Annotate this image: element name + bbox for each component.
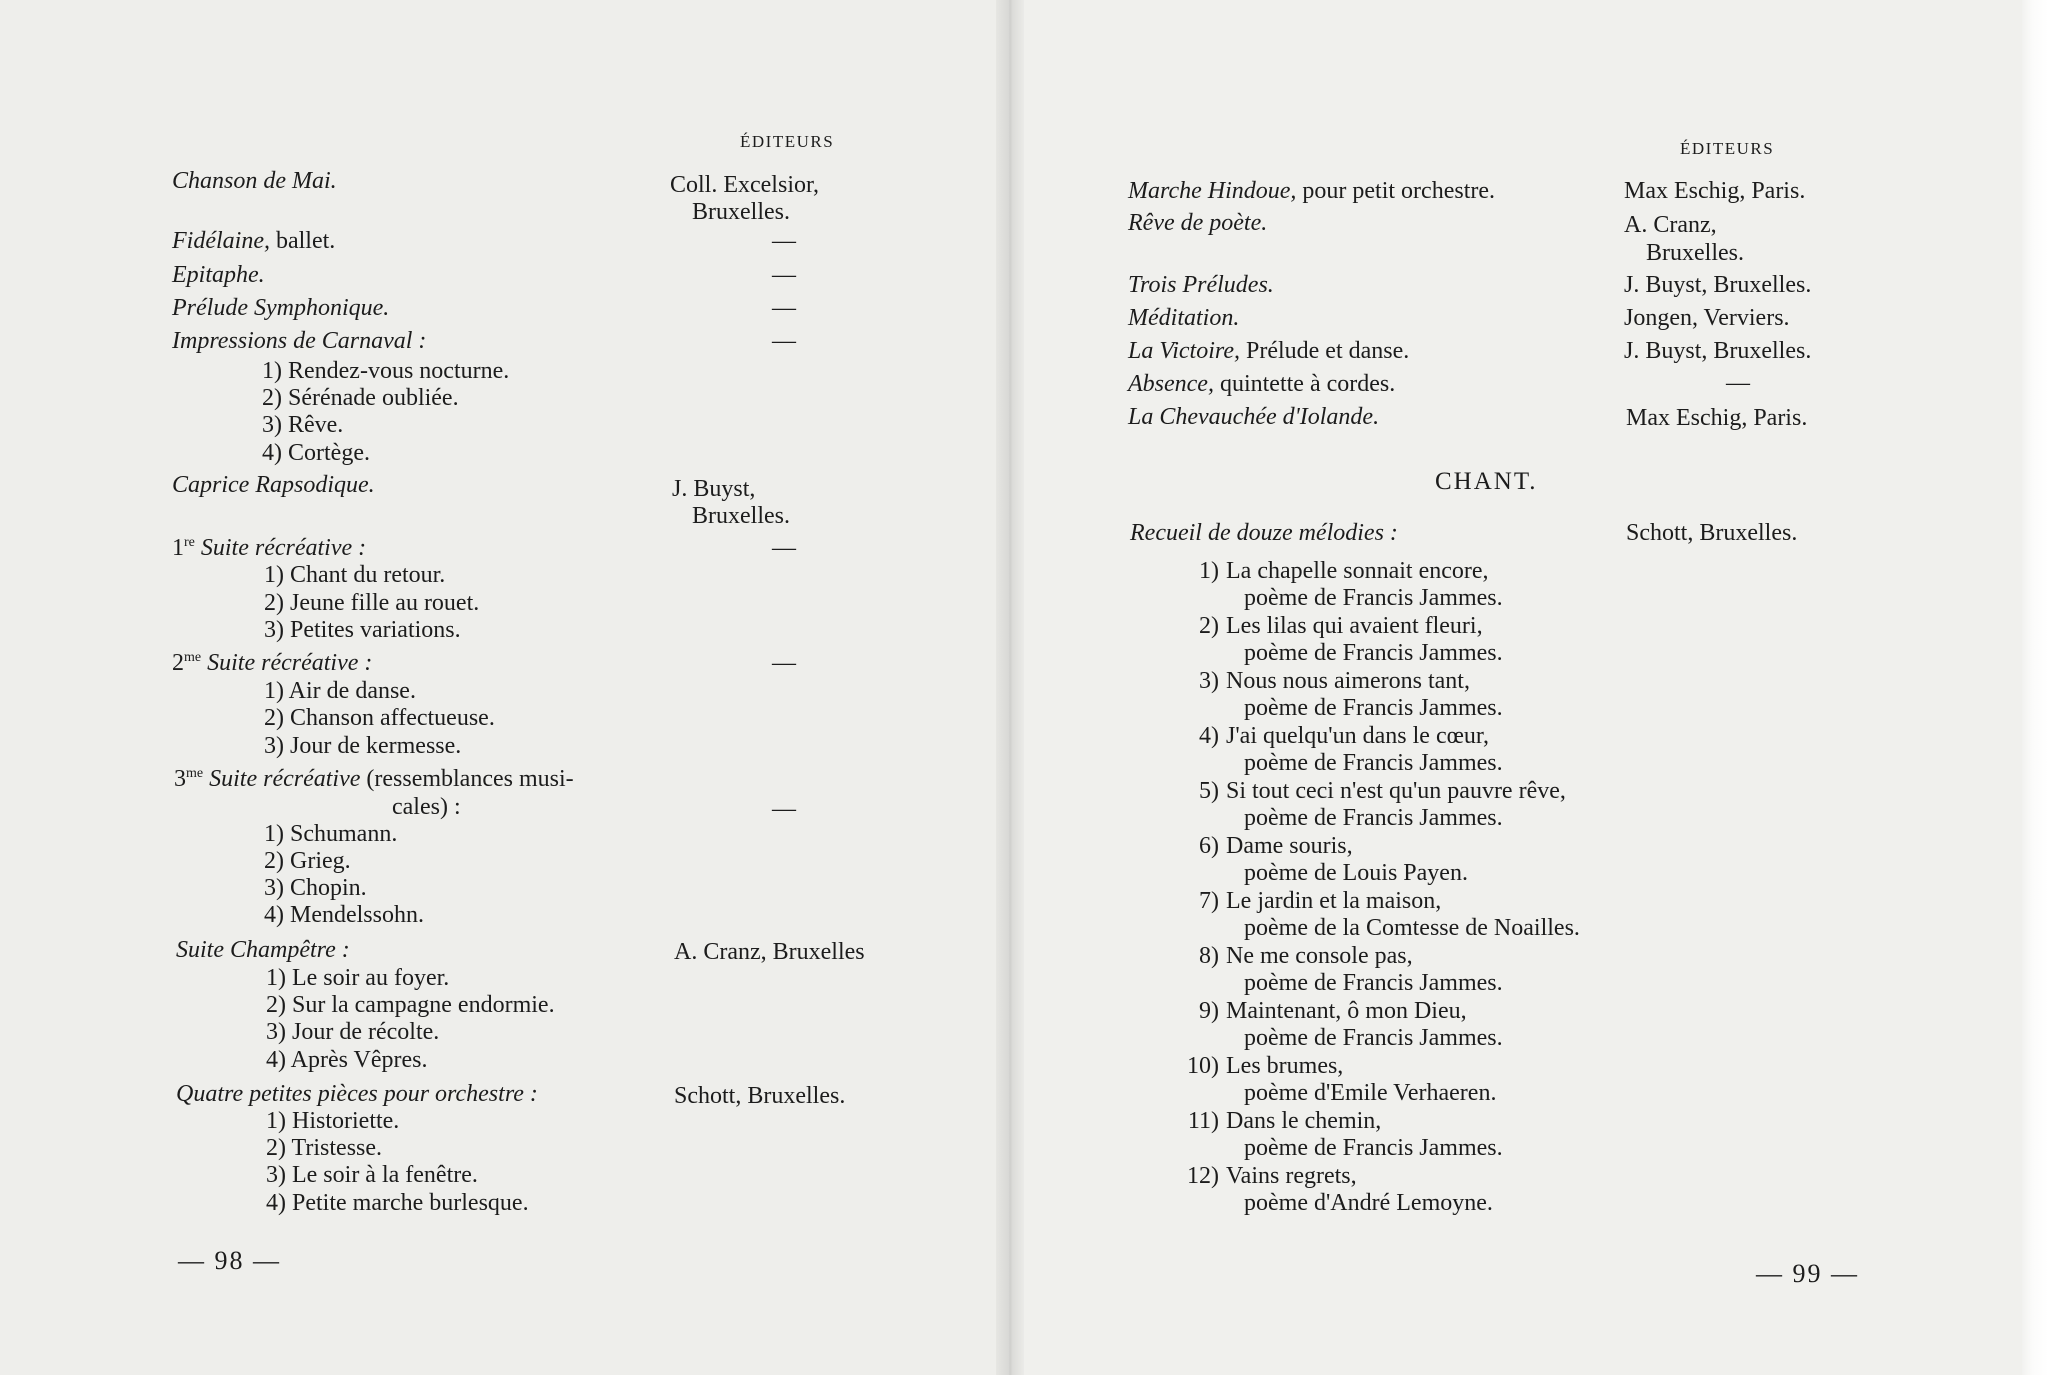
list-item: 1) Air de danse. xyxy=(264,678,416,704)
entry-title: Trois Préludes. xyxy=(1128,272,1274,298)
ditto-dash: — xyxy=(772,328,796,354)
song-title: Le jardin et la maison, xyxy=(1226,888,1442,914)
entry-title: Suite Champêtre : xyxy=(176,937,350,963)
entry-title: Chanson de Mai. xyxy=(172,168,337,194)
suite-number: 2 xyxy=(172,650,184,676)
page-number-right: — 99 — xyxy=(1756,1259,1859,1288)
list-item: 1) Chant du retour. xyxy=(264,562,446,588)
song-title: J'ai quelqu'un dans le cœur, xyxy=(1226,723,1489,749)
page-number-left: — 98 — xyxy=(178,1246,281,1275)
entry-publisher: Bruxelles. xyxy=(1646,240,1744,266)
song-number: 2) xyxy=(1199,613,1219,639)
entry-publisher: Bruxelles. xyxy=(692,503,790,529)
entry-title-line xyxy=(172,228,335,255)
song-number: 3) xyxy=(1199,668,1219,694)
list-item: 3) Jour de récolte. xyxy=(266,1019,440,1045)
list-item: 1) Le soir au foyer. xyxy=(266,965,450,991)
list-item: 4) Mendelssohn. xyxy=(264,902,424,928)
entry-title: Suite récréative : xyxy=(201,650,373,676)
entry-suffix: Prélude et danse. xyxy=(1239,338,1410,364)
song-number: 8) xyxy=(1199,943,1219,969)
ditto-dash: — xyxy=(772,535,796,561)
entry-publisher: A. Cranz, Bruxelles xyxy=(674,939,865,965)
entry-suffix: (ressemblances musi- xyxy=(360,766,574,792)
entry-title-line xyxy=(174,766,574,793)
right-page xyxy=(1008,0,2048,1375)
song-poet: poème de Francis Jammes. xyxy=(1244,585,1503,611)
entry-title: Prélude Symphonique. xyxy=(172,295,390,321)
ditto-dash: — xyxy=(1726,370,1750,396)
list-item: 3) Petites variations. xyxy=(264,617,461,643)
entry-continuation: cales) : xyxy=(392,794,461,820)
list-item: 4) Petite marche burlesque. xyxy=(266,1190,529,1216)
entry-title-line xyxy=(1128,338,1409,365)
list-item: 2) Sérénade oubliée. xyxy=(262,385,459,411)
entry-title: La Chevauchée d'Iolande. xyxy=(1128,404,1380,430)
song-number: 1) xyxy=(1199,558,1219,584)
song-number: 4) xyxy=(1199,723,1219,749)
song-poet: poème de Francis Jammes. xyxy=(1244,970,1503,996)
entry-title: La Victoire, xyxy=(1128,338,1240,364)
section-title: CHANT. xyxy=(1435,468,1538,495)
song-title: Les brumes, xyxy=(1226,1053,1344,1079)
song-title: Dame souris, xyxy=(1226,833,1353,859)
entry-publisher: Max Eschig, Paris. xyxy=(1626,405,1808,431)
ditto-dash: — xyxy=(772,796,796,822)
song-number: 6) xyxy=(1199,833,1219,859)
entry-title: Epitaphe. xyxy=(172,262,265,288)
song-poet: poème d'André Lemoyne. xyxy=(1244,1190,1493,1216)
song-poet: poème de Francis Jammes. xyxy=(1244,640,1503,666)
list-item: 2) Chanson affectueuse. xyxy=(264,705,495,731)
recueil-publisher: Schott, Bruxelles. xyxy=(1626,520,1798,546)
song-title: La chapelle sonnait encore, xyxy=(1226,558,1489,584)
song-poet: poème de Francis Jammes. xyxy=(1244,695,1503,721)
list-item: 2) Grieg. xyxy=(264,848,351,874)
entry-title: Quatre petites pièces pour orchestre : xyxy=(176,1081,538,1107)
list-item: 3) Jour de kermesse. xyxy=(264,733,462,759)
song-poet: poème d'Emile Verhaeren. xyxy=(1244,1080,1497,1106)
entry-title-line xyxy=(172,535,366,562)
entry-publisher: Max Eschig, Paris. xyxy=(1624,178,1806,204)
song-poet: poème de Francis Jammes. xyxy=(1244,1025,1503,1051)
entry-publisher: J. Buyst, Bruxelles. xyxy=(1624,272,1812,298)
list-item: 1) Schumann. xyxy=(264,821,398,847)
entry-title-line xyxy=(1128,178,1495,205)
song-title: Ne me console pas, xyxy=(1226,943,1413,969)
song-number: 9) xyxy=(1199,998,1219,1024)
list-item: 2) Tristesse. xyxy=(266,1135,383,1161)
song-poet: poème de Francis Jammes. xyxy=(1244,750,1503,776)
song-title: Dans le chemin, xyxy=(1226,1108,1382,1134)
ditto-dash: — xyxy=(772,295,796,321)
ditto-dash: — xyxy=(772,262,796,288)
song-title: Les lilas qui avaient fleuri, xyxy=(1226,613,1483,639)
song-number: 10) xyxy=(1187,1053,1219,1079)
entry-title: Fidélaine, xyxy=(172,228,270,254)
entry-publisher: A. Cranz, xyxy=(1624,212,1717,238)
song-poet: poème de Louis Payen. xyxy=(1244,860,1468,886)
entry-title-line xyxy=(172,650,372,677)
page-edge xyxy=(2022,0,2048,1375)
entry-title: Impressions de Carnaval : xyxy=(172,328,427,354)
list-item: 2) Sur la campagne endormie. xyxy=(266,992,555,1018)
entry-title-line xyxy=(1128,371,1395,398)
song-poet: poème de Francis Jammes. xyxy=(1244,805,1503,831)
song-poet: poème de la Comtesse de Noailles. xyxy=(1244,915,1580,941)
entry-publisher: Coll. Excelsior, xyxy=(670,172,820,198)
entry-title: Suite récréative : xyxy=(194,535,367,561)
entry-publisher: J. Buyst, xyxy=(672,476,756,502)
song-number: 12) xyxy=(1187,1163,1219,1189)
entry-publisher: J. Buyst, Bruxelles. xyxy=(1624,338,1812,364)
list-item: 3) Chopin. xyxy=(264,875,367,901)
book-gutter xyxy=(996,0,1024,1375)
entry-title: Méditation. xyxy=(1128,305,1240,331)
right-publishers-header: ÉDITEURS xyxy=(1680,139,1775,158)
entry-title: Marche Hindoue, xyxy=(1128,178,1297,204)
ditto-dash: — xyxy=(772,650,796,676)
song-title: Nous nous aimerons tant, xyxy=(1226,668,1470,694)
song-title: Vains regrets, xyxy=(1226,1163,1357,1189)
suite-number: 3 xyxy=(174,766,186,792)
entry-title: Absence, xyxy=(1128,371,1214,397)
list-item: 2) Jeune fille au rouet. xyxy=(264,590,480,616)
suite-ordinal: me xyxy=(186,766,204,781)
list-item: 1) Historiette. xyxy=(266,1108,400,1134)
left-publishers-header: ÉDITEURS xyxy=(740,132,835,151)
list-item: 4) Cortège. xyxy=(262,440,370,466)
entry-suffix: ballet. xyxy=(269,228,336,254)
song-title: Maintenant, ô mon Dieu, xyxy=(1226,998,1467,1024)
song-title: Si tout ceci n'est qu'un pauvre rêve, xyxy=(1226,778,1566,804)
list-item: 4) Après Vêpres. xyxy=(266,1047,428,1073)
suite-ordinal: me xyxy=(184,650,202,665)
entry-publisher: Jongen, Verviers. xyxy=(1624,305,1790,331)
left-page xyxy=(0,0,1008,1375)
recueil-title: Recueil de douze mélodies : xyxy=(1130,520,1398,546)
song-number: 7) xyxy=(1199,888,1219,914)
entry-publisher: Bruxelles. xyxy=(692,199,790,225)
song-poet: poème de Francis Jammes. xyxy=(1244,1135,1503,1161)
entry-title: Suite récréative xyxy=(203,766,361,792)
entry-suffix: pour petit orchestre. xyxy=(1296,178,1496,204)
entry-title: Caprice Rapsodique. xyxy=(172,472,375,498)
entry-publisher: Schott, Bruxelles. xyxy=(674,1083,846,1109)
list-item: 1) Rendez-vous nocturne. xyxy=(262,358,510,384)
entry-suffix: quintette à cordes. xyxy=(1213,371,1396,397)
list-item: 3) Le soir à la fenêtre. xyxy=(266,1162,478,1188)
ditto-dash: — xyxy=(772,228,796,254)
suite-ordinal: re xyxy=(184,535,195,550)
song-number: 11) xyxy=(1187,1108,1219,1134)
suite-number: 1 xyxy=(172,535,184,561)
song-number: 5) xyxy=(1199,778,1219,804)
entry-title: Rêve de poète. xyxy=(1128,210,1268,236)
list-item: 3) Rêve. xyxy=(262,412,344,438)
